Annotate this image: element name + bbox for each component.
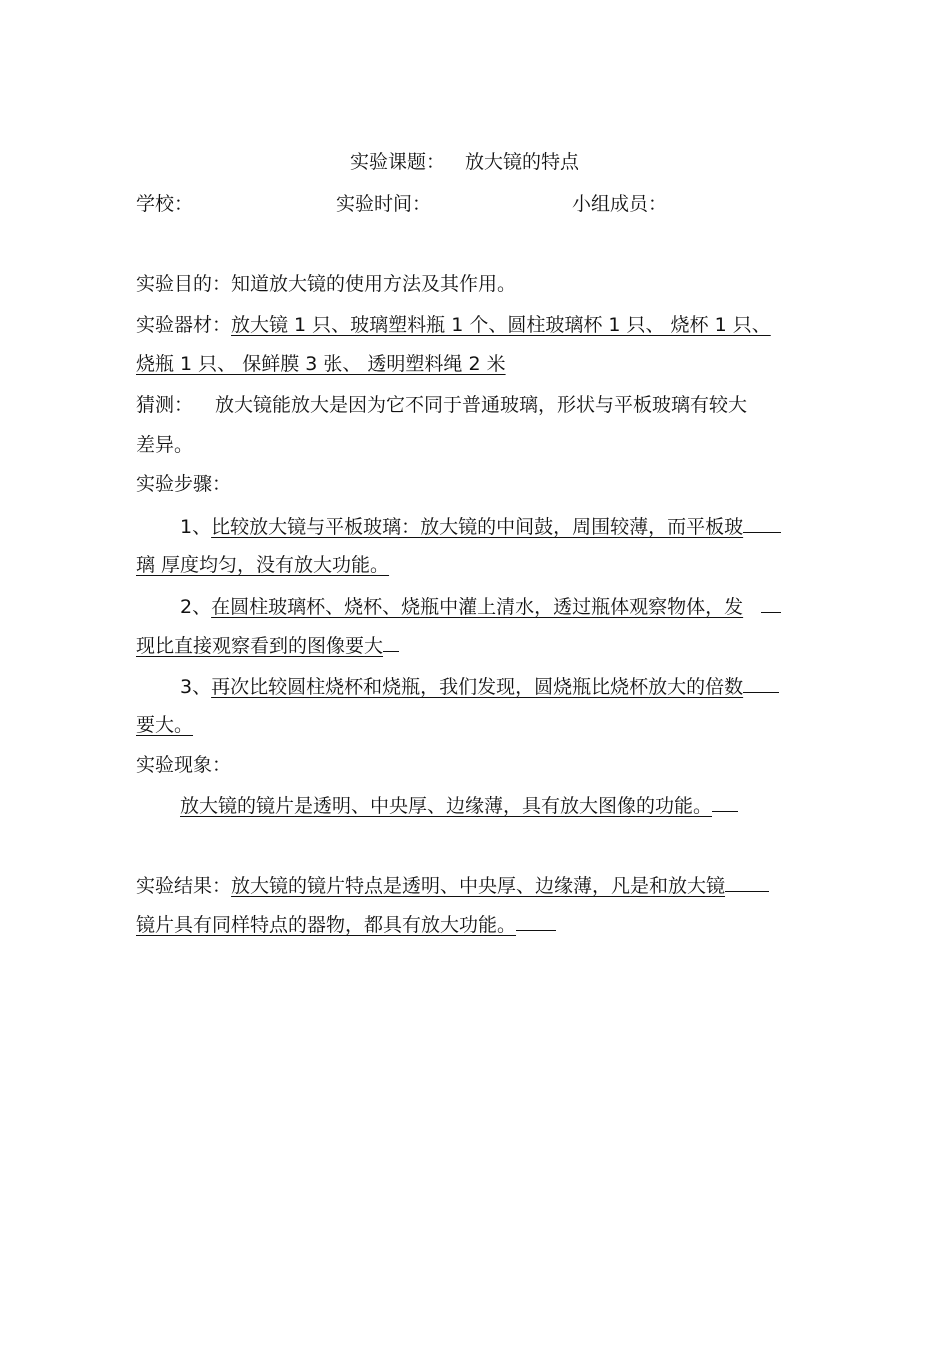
step-item-3 xyxy=(180,674,779,700)
materials-line2: 烧瓶 1 只、 保鲜膜 3 张、 透明塑料绳 2 米 xyxy=(136,353,506,375)
title-value: 放大镜的特点 xyxy=(465,151,580,173)
members-field xyxy=(572,192,667,218)
title-label: 实验课题： xyxy=(350,151,446,173)
materials-section xyxy=(136,313,771,339)
steps-heading xyxy=(136,472,231,498)
time-field xyxy=(336,192,431,218)
phenomenon-heading xyxy=(136,753,231,779)
purpose-text: 知道放大镜的使用方法及其作用。 xyxy=(231,273,517,295)
result-section-cont xyxy=(136,912,556,938)
result-line2: 镜片具有同样特点的器物，都具有放大功能。 xyxy=(136,914,517,936)
guess-section xyxy=(136,393,747,419)
guess-label: 猜测： xyxy=(136,394,194,416)
step-2-line1: 在圆柱玻璃杯、烧杯、烧瓶中灌上清水，透过瓶体观察物体，发 xyxy=(211,596,744,618)
step-3-num: 3、 xyxy=(180,676,212,698)
result-section xyxy=(136,873,769,899)
phenomenon-text: 放大镜的镜片是透明、中央厚、边缘薄，具有放大图像的功能。 xyxy=(180,795,713,817)
purpose-label: 实验目的： xyxy=(136,273,232,295)
step-3-line1: 再次比较圆柱烧杯和烧瓶，我们发现，圆烧瓶比烧杯放大的倍数 xyxy=(211,676,744,698)
step-1-num: 1、 xyxy=(180,516,212,538)
step-item-3-cont xyxy=(136,713,193,739)
guess-line2: 差异。 xyxy=(136,434,194,456)
step-3-line2: 要大。 xyxy=(136,714,194,736)
page-title xyxy=(350,150,579,176)
steps-label: 实验步骤： xyxy=(136,473,232,495)
materials-label: 实验器材： xyxy=(136,314,232,336)
step-item-2 xyxy=(180,594,781,620)
result-line1: 放大镜的镜片特点是透明、中央厚、边缘薄，凡是和放大镜 xyxy=(231,875,726,897)
school-field xyxy=(136,192,193,218)
step-item-1-cont xyxy=(136,553,389,579)
purpose-section xyxy=(136,272,516,298)
step-item-2-cont xyxy=(136,633,399,659)
step-2-line2: 现比直接观察看到的图像要大 xyxy=(136,635,384,657)
phenomenon-section xyxy=(180,793,738,819)
guess-section-cont xyxy=(136,433,193,459)
step-2-num: 2、 xyxy=(180,596,212,618)
school-label: 学校： xyxy=(136,193,194,215)
materials-line1: 放大镜 1 只、玻璃塑料瓶 1 个、圆柱玻璃杯 1 只、 烧杯 1 只、 xyxy=(231,314,771,336)
materials-section-cont xyxy=(136,352,506,378)
phenomenon-label: 实验现象： xyxy=(136,754,232,776)
step-1-line2: 璃 厚度均匀，没有放大功能。 xyxy=(136,554,390,576)
step-item-1 xyxy=(180,514,781,540)
guess-line1: 放大镜能放大是因为它不同于普通玻璃，形状与平板玻璃有较大 xyxy=(215,394,748,416)
time-label: 实验时间： xyxy=(336,193,432,215)
result-label: 实验结果： xyxy=(136,875,232,897)
step-1-line1: 比较放大镜与平板玻璃：放大镜的中间鼓，周围较薄，而平板玻 xyxy=(211,516,744,538)
members-label: 小组成员： xyxy=(572,193,668,215)
